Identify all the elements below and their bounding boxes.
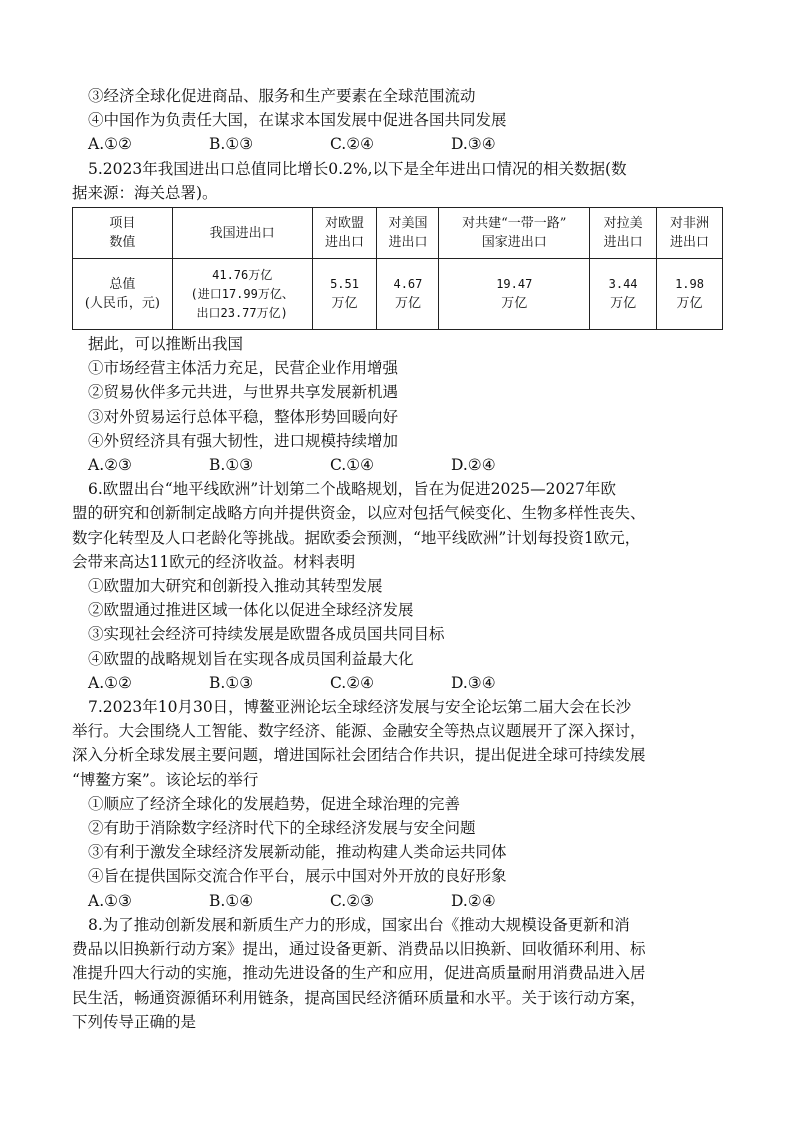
- q5-item-3: ③对外贸易运行总体平稳，整体形势回暖向好: [88, 407, 399, 426]
- header-belt-road: [439, 208, 590, 259]
- table-corner-cell: [73, 208, 173, 259]
- q6-stem-line4: 会带来高达11欧元的经济收益。材料表明: [72, 552, 356, 571]
- value-unit: 万亿: [501, 296, 528, 312]
- q5-lead: 据此，可以推断出我国: [88, 335, 244, 354]
- q6-option-d: D.③④: [451, 673, 496, 692]
- q8-stem-line2: 费品以旧换新行动方案》提出，通过设备更新、消费品以旧换新、回收循环利用、标: [72, 940, 646, 959]
- value-africa: [657, 259, 723, 330]
- header-latam: [590, 208, 657, 259]
- header-text: 进出口: [670, 235, 710, 251]
- q5-option-b: B.①③: [209, 456, 254, 475]
- header-text: 进出口: [325, 235, 365, 251]
- value-us: [377, 259, 439, 330]
- q5-option-a: A.②③: [88, 456, 132, 475]
- value-text: 41.76万亿: [212, 267, 273, 282]
- header-text: 对拉美: [603, 216, 643, 232]
- corner-line2: 数值: [109, 235, 136, 251]
- q6-item-1: ①欧盟加大研究和创新投入推动其转型发展: [88, 577, 383, 596]
- q5-item-2: ②贸易伙伴多元共进，与世界共享发展新机遇: [88, 383, 399, 402]
- q7-item-2: ②有助于消除数字经济时代下的全球经济发展与安全问题: [88, 819, 476, 838]
- header-text: 我国进出口: [209, 225, 275, 241]
- q6-stem-line3: 数字化转型及人口老龄化等挑战。据欧委会预测，“地平线欧洲”计划每投资1欧元，: [72, 528, 641, 547]
- q6-stem-line1: 6.欧盟出台“地平线欧洲”计划第二个战略规划，旨在为促进2025—2027年欧: [88, 480, 617, 499]
- q6-item-2: ②欧盟通过推进区域一体化以促进全球经济发展: [88, 601, 414, 620]
- value-eu: [312, 259, 377, 330]
- row-label-cell: [73, 259, 173, 330]
- q5-option-c: C.①④: [330, 456, 375, 475]
- q7-stem-line2: 举行。大会围绕人工智能、数字经济、能源、金融安全等热点议题展开了深入探讨，: [72, 722, 646, 741]
- header-eu: [312, 208, 377, 259]
- value-unit: 万亿: [676, 296, 703, 312]
- value-unit: 万亿: [331, 296, 358, 312]
- q7-stem-line4: “博鳌方案”。该论坛的举行: [72, 770, 259, 789]
- q6-option-b: B.①③: [209, 673, 254, 692]
- value-text: 出口23.77万亿): [196, 305, 288, 320]
- value-unit: 万亿: [610, 296, 637, 312]
- q7-stem-line3: 深入分析全球发展主要问题，增进国际社会团结合作共识，提出促进全球可持续发展: [72, 746, 646, 765]
- value-total: [172, 259, 312, 330]
- header-text: 国家进出口: [481, 235, 547, 251]
- value-text: 1.98: [675, 277, 704, 292]
- q7-option-c: C.②③: [330, 891, 375, 910]
- table-row: [73, 259, 723, 330]
- q4-option-a: A.①②: [88, 135, 132, 154]
- header-text: 进出口: [388, 235, 428, 251]
- header-text: 对欧盟: [325, 216, 365, 232]
- q8-stem-line5: 下列传导正确的是: [72, 1012, 197, 1031]
- header-africa: [657, 208, 723, 259]
- q4-option-d: D.③④: [451, 135, 496, 154]
- q8-stem-line1: 8.为了推动创新发展和新质生产力的形成，国家出台《推动大规模设备更新和消: [88, 915, 630, 934]
- value-text: (进口17.99万亿、: [190, 286, 294, 301]
- value-text: 5.51: [330, 277, 359, 292]
- header-text: 对共建“一带一路”: [462, 216, 567, 232]
- q7-option-b: B.①④: [209, 891, 254, 910]
- q5-stem-line1: 5.2023年我国进出口总值同比增长0.2%,以下是全年进出口情况的相关数据(数: [88, 159, 627, 178]
- exam-page: [72, 84, 724, 1034]
- table-header-row: [73, 208, 723, 259]
- q7-item-4: ④旨在提供国际交流合作平台，展示中国对外开放的良好形象: [88, 867, 507, 886]
- value-text: 3.44: [608, 277, 638, 292]
- q7-item-3: ③有利于激发全球经济发展新动能，推动构建人类命运共同体: [88, 843, 507, 862]
- header-us: [377, 208, 439, 259]
- q7-option-d: D.②④: [451, 891, 496, 910]
- q4-option-c: C.②④: [330, 135, 375, 154]
- q7-stem-line1: 7.2023年10月30日，博鳌亚洲论坛全球经济发展与安全论坛第二届大会在长沙: [88, 698, 632, 717]
- header-text: 对美国: [388, 216, 428, 232]
- value-belt-road: [439, 259, 590, 330]
- corner-line1: 项目: [109, 216, 136, 232]
- q7-item-1: ①顺应了经济全球化的发展趋势，促进全球治理的完善: [88, 794, 461, 813]
- value-text: 4.67: [393, 277, 423, 292]
- q8-stem-line4: 民生活，畅通资源循环利用链条，提高国民经济循环质量和水平。关于该行动方案，: [72, 988, 646, 1007]
- q5-item-4: ④外贸经济具有强大韧性，进口规模持续增加: [88, 431, 399, 450]
- q6-option-a: A.①②: [88, 673, 132, 692]
- row-label-line2: (人民币，元): [84, 296, 160, 312]
- q5-stem-line2: 据来源：海关总署)。: [72, 183, 218, 202]
- q4-options: [72, 132, 724, 156]
- row-label-line1: 总值: [109, 277, 136, 293]
- value-text: 19.47: [496, 277, 533, 292]
- q6-item-3: ③实现社会经济可持续发展是欧盟各成员国共同目标: [88, 625, 445, 644]
- value-unit: 万亿: [394, 296, 421, 312]
- q4-option-b: B.①③: [209, 135, 254, 154]
- q4-item-3: ③经济全球化促进商品、服务和生产要素在全球范围流动: [88, 87, 476, 105]
- q6-options: [72, 671, 724, 695]
- q5-data-table: [72, 207, 723, 330]
- header-total: [172, 208, 312, 259]
- q6-stem-line2: 盟的研究和创新制定战略方向并提供资金，以应对包括气候变化、生物多样性丧失、: [72, 504, 646, 523]
- q5-item-1: ①市场经营主体活力充足，民营企业作用增强: [88, 359, 399, 378]
- q7-options: [72, 889, 724, 913]
- header-text: 对非洲: [670, 216, 710, 232]
- value-latam: [590, 259, 657, 330]
- header-text: 进出口: [603, 235, 643, 251]
- q5-option-d: D.②④: [451, 456, 496, 475]
- q7-option-a: A.①③: [88, 891, 132, 910]
- q6-option-c: C.②④: [330, 673, 375, 692]
- q4-item-4: ④中国作为负责任大国，在谋求本国发展中促进各国共同发展: [88, 111, 507, 130]
- q6-item-4: ④欧盟的战略规划旨在实现各成员国利益最大化: [88, 649, 414, 668]
- q5-options: [72, 453, 724, 477]
- q8-stem-line3: 准提升四大行动的实施，推动先进设备的生产和应用，促进高质量耐用消费品进入居: [72, 964, 646, 983]
